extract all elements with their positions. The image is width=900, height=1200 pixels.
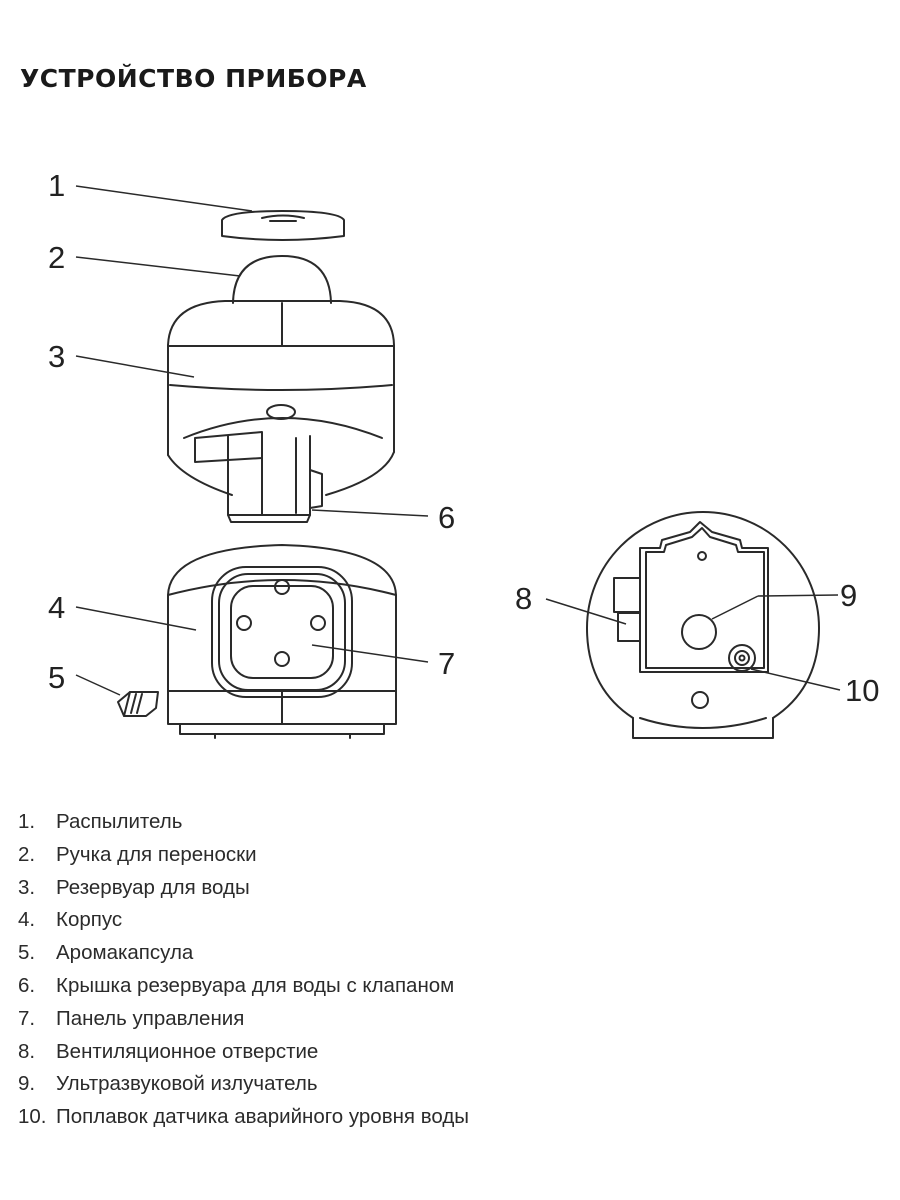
parts-list xyxy=(18,806,469,1134)
list-item-label: Распылитель xyxy=(56,810,183,833)
callout-7: 7 xyxy=(438,646,456,681)
water-tank-part xyxy=(168,256,394,522)
list-item-label: Крышка резервуара для воды с клапаном xyxy=(56,973,455,997)
callout-1: 1 xyxy=(48,168,66,203)
callout-8: 8 xyxy=(515,581,533,616)
list-item-number: 8. xyxy=(18,1039,36,1063)
leader-lines xyxy=(76,186,840,695)
base-body-part xyxy=(168,545,396,738)
list-item xyxy=(18,904,469,937)
list-item-label: Вентиляционное отверстие xyxy=(56,1039,319,1063)
callout-10: 10 xyxy=(845,673,880,708)
list-item-number: 10. xyxy=(18,1105,47,1129)
list-item-label: Корпус xyxy=(56,908,123,932)
list-item-label: Резервуар для воды xyxy=(56,875,250,899)
list-item-number: 4. xyxy=(18,908,36,932)
list-item xyxy=(18,937,469,970)
page-title: УСТРОЙСТВО ПРИБОРА xyxy=(20,64,367,93)
callout-3: 3 xyxy=(48,339,66,374)
list-item xyxy=(18,1036,469,1069)
list-item-label: Ручка для переноски xyxy=(56,842,257,866)
list-item-number: 2. xyxy=(18,842,36,866)
list-item-label: Поплавок датчика аварийного уровня воды xyxy=(56,1105,470,1129)
list-item-number: 9. xyxy=(18,1072,36,1096)
list-item-label: Ультразвуковой излучатель xyxy=(56,1072,318,1096)
list-item xyxy=(18,1068,469,1101)
list-item-label: Панель управления xyxy=(56,1006,245,1030)
list-item-number: 1. xyxy=(18,810,36,833)
top-view-part xyxy=(587,512,819,738)
list-item xyxy=(18,839,469,872)
list-item xyxy=(18,872,469,905)
list-item xyxy=(18,1101,469,1134)
list-item-number: 6. xyxy=(18,973,36,997)
list-item xyxy=(18,970,469,1003)
list-item xyxy=(18,1003,469,1036)
callout-4: 4 xyxy=(48,590,66,625)
callout-2: 2 xyxy=(48,240,66,275)
list-item-label: Аромакапсула xyxy=(56,941,194,965)
list-item-number: 3. xyxy=(18,875,36,899)
callout-6: 6 xyxy=(438,500,456,535)
callout-5: 5 xyxy=(48,660,66,695)
callout-9: 9 xyxy=(840,578,858,613)
aroma-capsule-part xyxy=(118,692,158,716)
list-item-number: 7. xyxy=(18,1006,36,1030)
sprayer-part xyxy=(222,211,344,240)
list-item-number: 5. xyxy=(18,941,36,965)
list-item xyxy=(18,806,469,839)
